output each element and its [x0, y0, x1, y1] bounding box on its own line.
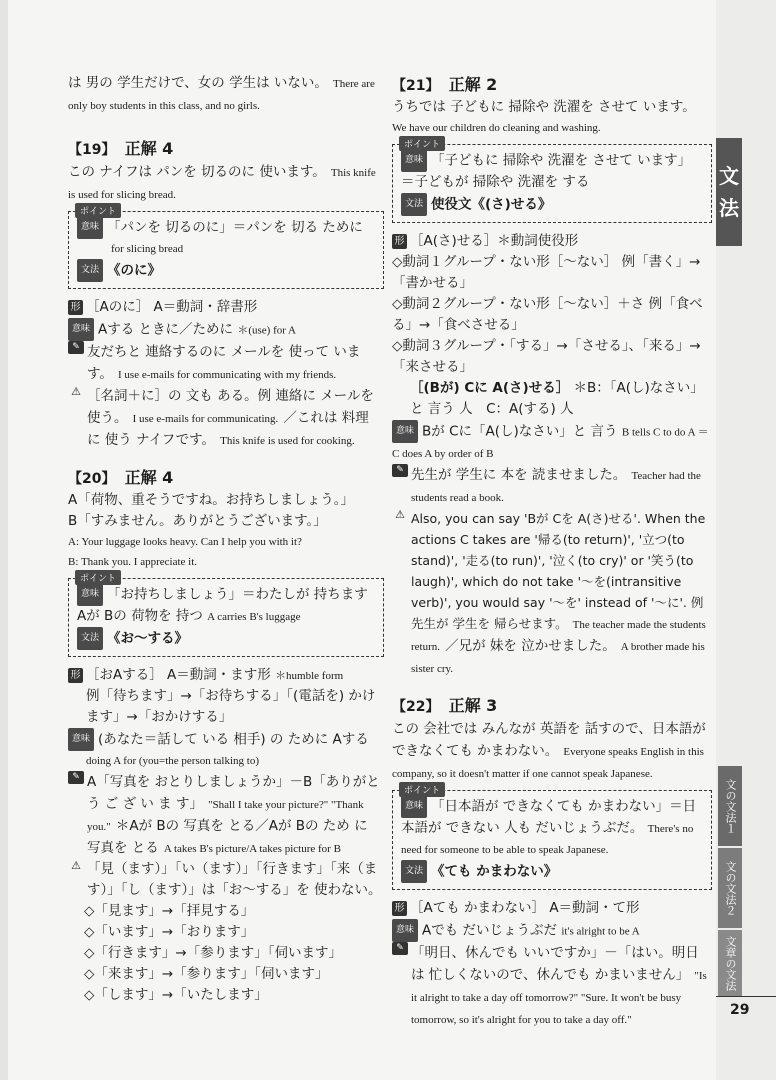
- meaning-label: 意味: [392, 420, 418, 443]
- q21-note: Also, you can say 'Bが Cを A(さ)せる'. When the actions C takes are '帰る(to return)', '立つ(to stand)', '走る(to run)', '泣く(to cry)' or '笑う(to laugh)', which do not take '～を(intransitive verb)', you would say '～を' instead of '～に'. 例 先生が 学生を 帰らせます。: [411, 511, 706, 631]
- form-icon: 形: [68, 300, 83, 315]
- bunpo-label: 文法: [401, 193, 427, 216]
- warning-icon: ⚠: [71, 859, 81, 872]
- q19-point-box: [68, 207, 384, 289]
- q22-sentence-jp: この 会社では みんなが 英語を 話すので、日本語が できなくても かまわない。: [392, 721, 706, 759]
- example-pencil-icon: ✎: [68, 341, 84, 354]
- q21-note-en: The teacher made the students return.: [411, 619, 706, 653]
- imi-label: 意味: [77, 216, 103, 239]
- q20-form-en: ＊humble form: [275, 670, 344, 682]
- meaning-label: 意味: [68, 318, 94, 341]
- q21-point-box: [392, 140, 712, 223]
- q19-header: [68, 136, 384, 159]
- q21-group2: ◇動詞２グループ・ない形［～ない］＋さ 例「食べる」→「食べさせる」: [392, 296, 703, 333]
- bunpo-label: 文法: [77, 627, 103, 650]
- q20-note: 「見（ます）」「い（ます）」「行きます」「来（ます）」「し（ます）」は「お～する」を 使わない。: [87, 861, 382, 898]
- left-column: [68, 72, 384, 1006]
- q20-meaning-en: doing A for (you=the person talking to): [86, 755, 260, 767]
- q20-a-jp: A「荷物、重そうですね。お持ちしましょう。」: [68, 492, 354, 508]
- q20-form-jp: ［おAする］ A＝動詞・ます形: [86, 667, 271, 683]
- q19-answer: 正解 4: [124, 139, 174, 158]
- q19-example-en: I use e-mails for communicating with my friends.: [118, 369, 337, 381]
- q21-meaning-en: B tells C to do A ＝ C does A by order of B: [392, 426, 709, 460]
- q21-sentence-jp: うちでは 子どもに 掃除や 洗濯を させて います。: [392, 99, 696, 115]
- q21-answer: 正解 2: [448, 75, 498, 94]
- meaning-label: 意味: [392, 919, 418, 942]
- q19-sentence-en: This knife is used for slicing bread.: [68, 167, 376, 201]
- q21-pattern: ［(Bが) Cに A(さ)せる］: [410, 380, 570, 396]
- q20-list-item: ◇「います」→「おります」: [84, 924, 255, 940]
- q20-list-item: ◇「します」→「いたします」: [84, 987, 268, 1003]
- q20-point-box: [68, 574, 384, 657]
- q22-meaning-jp: Aでも だいじょうぶだ: [422, 922, 558, 939]
- q19-sentence-jp: この ナイフは パンを 切るのに 使います。: [68, 164, 326, 180]
- q20-answer: 正解 4: [124, 468, 174, 487]
- q22-point-box: [392, 786, 712, 890]
- bunpo-label: 文法: [77, 259, 103, 282]
- warning-icon: ⚠: [71, 385, 81, 398]
- q20-example2-jp: A「写真を おとりしましょうか」－B「ありがとう ご ざ い ま す」: [87, 774, 380, 812]
- q20-a-en: A: Your luggage looks heavy. Can I help you with it?: [68, 536, 302, 548]
- q20-list-item: ◇「来ます」→「参ります」「伺います」: [84, 966, 329, 982]
- q20-example1: 例「待ちます」→「お待ちする」「(電話を) かけます」→「おかけする」: [86, 688, 376, 725]
- imi-label: 意味: [77, 583, 103, 606]
- q21-group3: ◇動詞３グループ・「する」→「させる」、「来る」→「来させる」: [392, 338, 701, 375]
- q21-form: ［A(さ)せる］＊動詞使役形: [410, 233, 579, 249]
- q21-bunpo: 使役文《(さ)せる》: [431, 196, 552, 213]
- q19-bunpo: 《のに》: [107, 262, 162, 279]
- q21-header: [392, 72, 712, 95]
- side-tab-sentence-grammar-1: 文の文法１: [718, 766, 742, 846]
- q19-form: ［Aのに］ A＝動詞・辞書形: [86, 299, 258, 315]
- form-icon: 形: [392, 234, 407, 249]
- page-number-rule: [716, 996, 776, 997]
- intro-jp: は 男の 学生だけで、女の 学生は いない。: [68, 75, 328, 91]
- q21-pattern-note: ＊B：「A(し)なさい」と 言う 人 C：A(する) 人: [410, 380, 704, 417]
- q21-sentence-en: We have our children do cleaning and washing.: [392, 122, 601, 134]
- q20-list-item: ◇「行きます」→「参ります」「伺います」: [84, 945, 342, 961]
- q19-note-en1: I use e-mails for communicating.: [132, 413, 279, 425]
- q20-number: 【20】: [68, 471, 116, 487]
- q22-example-en: "Is it alright to take a day off tomorrow?" "Sure. It won't be busy tomorrow, so it's alright for you to take a day off.": [411, 970, 707, 1026]
- q21-example-jp: 先生が 学生に 本を 読ませました。: [411, 467, 627, 483]
- q19-example-jp: 友だちと 連絡するのに メールを 使って いま す。: [87, 344, 361, 382]
- q19-imi-jp: 「パンを 切るのに」＝パンを 切る ために: [107, 219, 363, 236]
- q20-list-item: ◇「見ます」→「拝見する」: [84, 903, 255, 919]
- q19-note-jp: ［名詞＋に］の 文も ある。例 連絡に メールを 使う。: [87, 388, 374, 426]
- q22-imi-jp: 「日本語が できなくても かまわない」＝日本語が できない 人も だいじょうぶだ。: [401, 798, 697, 836]
- grammar-section-tab: [716, 138, 742, 246]
- q21-imi-jp: 「子どもに 掃除や 洗濯を させて います」＝子どもが 掃除や 洗濯を する: [401, 152, 692, 190]
- example-pencil-icon: ✎: [392, 464, 408, 477]
- side-tab-sentence-grammar-2: 文の文法２: [718, 848, 742, 928]
- q22-header: [392, 693, 712, 716]
- q21-number: 【21】: [392, 78, 440, 94]
- point-tag: ポイント: [399, 782, 445, 797]
- q19-imi-en: for slicing bread: [111, 243, 184, 255]
- q22-example-jp: 「明日、休んでも いいですか」－「はい。明日は 忙しくないので、休んでも かまいません」: [411, 945, 699, 983]
- q21-group1: ◇動詞１グループ・ない形［～ない］ 例「書く」→「書かせる」: [392, 254, 701, 291]
- q20-imi-en: A carries B's luggage: [207, 611, 301, 623]
- example-pencil-icon: ✎: [68, 771, 84, 784]
- point-tag: ポイント: [399, 136, 445, 151]
- bunpo-label: 文法: [401, 860, 427, 883]
- q20-header: [68, 465, 384, 488]
- q19-note-en2: This knife is used for cooking.: [220, 435, 355, 447]
- warning-icon: ⚠: [395, 508, 405, 521]
- q20-b-jp: B「すみません。ありがとうございます。」: [68, 513, 327, 529]
- q20-example2-jp2: ＊Aが Bの 写真を とる／Aが Bの ため に 写真を とる: [87, 818, 368, 856]
- imi-label: 意味: [401, 149, 427, 172]
- q22-sentence-en: Everyone speaks English in this company, so it doesn't matter if one cannot speak Japanese.: [392, 746, 704, 780]
- q20-imi-jp: 「お持ちしましょう」＝わたしが 持ちます Aが Bの 荷物を 持つ: [77, 586, 368, 624]
- tab-char: 文: [719, 164, 739, 188]
- q22-answer: 正解 3: [448, 696, 498, 715]
- side-tab-text-grammar: 文章の文法: [718, 930, 742, 996]
- point-tag: ポイント: [75, 570, 121, 585]
- tab-char: 法: [719, 196, 739, 220]
- q22-bunpo: 《ても かまわない》: [431, 863, 558, 880]
- q20-b-en: B: Thank you. I appreciate it.: [68, 556, 198, 568]
- page-number: 29: [730, 1002, 750, 1018]
- q19-meaning-jp: Aする ときに／ために: [98, 321, 234, 338]
- q19-note-jp2: ／これは 料理 に 使う ナイフです。: [87, 410, 369, 448]
- right-column: [392, 72, 712, 1030]
- point-tag: ポイント: [75, 203, 121, 218]
- example-pencil-icon: ✎: [392, 942, 408, 955]
- q20-example2-en2: A takes B's picture/A takes picture for B: [163, 843, 341, 855]
- q20-bunpo: 《お～する》: [107, 630, 189, 647]
- q21-note-jp2: ／兄が 妹を 泣かせました。: [445, 638, 616, 654]
- q21-example-en: Teacher had the students read a book.: [411, 470, 701, 504]
- q21-note-en2: A brother made his sister cry.: [411, 641, 705, 675]
- form-icon: 形: [392, 901, 407, 916]
- q19-meaning-en: ＊(use) for A: [237, 324, 296, 337]
- form-icon: 形: [68, 668, 83, 683]
- q20-example2-en: "Shall I take your picture?" "Thank you.": [87, 799, 364, 833]
- q19-number: 【19】: [68, 142, 116, 158]
- q21-meaning-jp: Bが Cに「A(し)なさい」と 言う: [422, 423, 618, 440]
- intro-en: There are only boy students in this class, and no girls.: [68, 78, 375, 112]
- imi-label: 意味: [401, 795, 427, 818]
- meaning-label: 意味: [68, 728, 94, 751]
- q22-meaning-en: it's alright to be A: [561, 925, 640, 938]
- q22-number: 【22】: [392, 699, 440, 715]
- q22-imi-en: There's no need for someone to be able to speak Japanese.: [401, 823, 694, 856]
- q20-meaning-jp: (あなた＝話して いる 相手) の ために Aする: [98, 731, 369, 748]
- q22-form: ［Aても かまわない］ A＝動詞・て形: [410, 900, 640, 916]
